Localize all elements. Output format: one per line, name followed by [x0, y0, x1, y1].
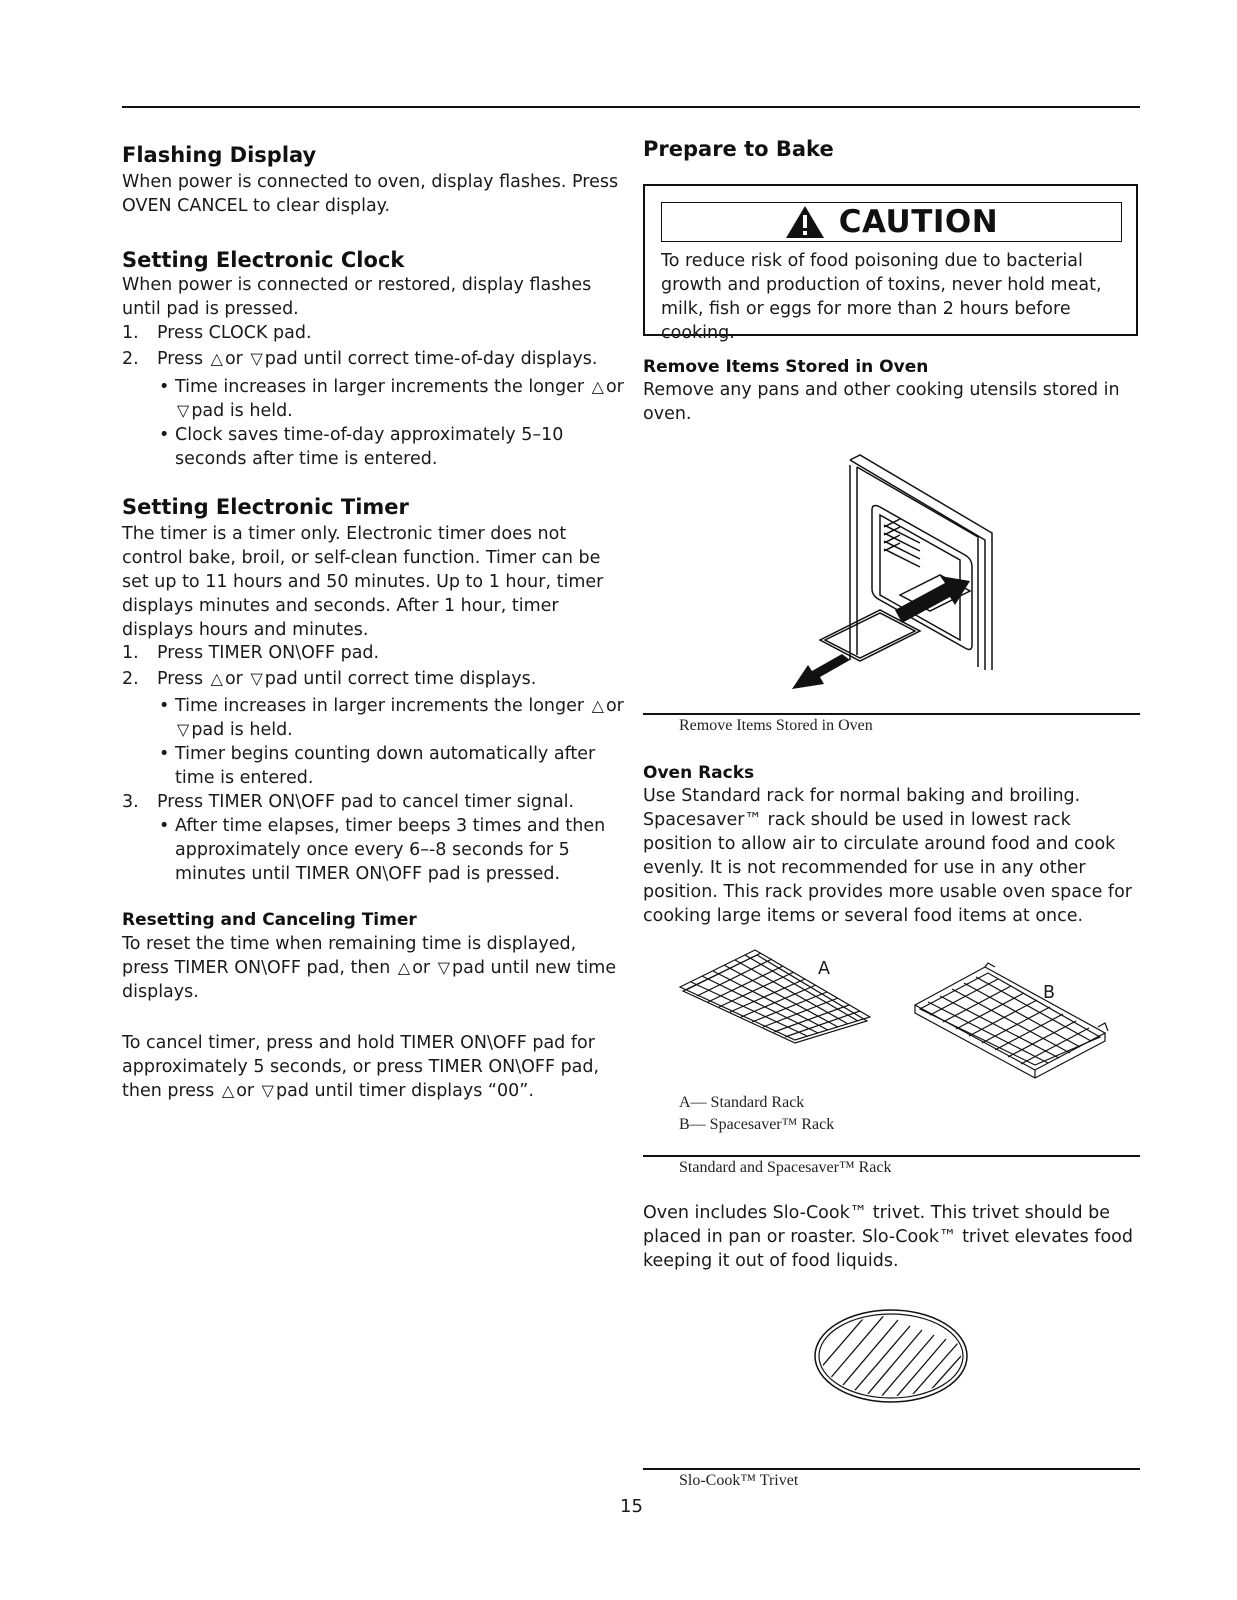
spacesaver-rack-illustration — [910, 965, 1110, 1080]
up-arrow-pad-icon: △ — [591, 377, 604, 396]
remove-body: Remove any pans and other cooking utensils stored in oven. — [643, 380, 1120, 424]
down-arrow-pad-icon: ▽ — [250, 349, 263, 368]
timer-bullet-3: • After time elapses, timer beeps 3 times and then approximately once every 6–-8 seconds for 5 minutes until TIMER ON\OFF pad is pressed. — [159, 816, 606, 884]
caution-header — [661, 202, 1122, 242]
down-arrow-pad-icon: ▽ — [250, 669, 263, 688]
reset-title: Resetting and Canceling Timer — [122, 910, 417, 930]
clock-step-1: 1. Press CLOCK pad. — [122, 323, 312, 343]
slo-cook-trivet-illustration — [812, 1308, 970, 1404]
legend-a: A— Standard Rack — [679, 1094, 805, 1111]
racks-body: Use Standard rack for normal baking and broiling. Spacesaver™ rack should be used in lowest rack position to allow air to circulate around food and cook evenly. It is not recommended for use in any other position. This rack provides more usable oven space for cooking large items or several food items at once. — [643, 786, 1132, 926]
racks-caption-rule — [643, 1155, 1140, 1157]
caution-text: To reduce risk of food poisoning due to bacterial growth and production of toxins, never hold meat, milk, fish or eggs for more than 2 hours before cooking. — [661, 251, 1102, 343]
down-arrow-pad-icon: ▽ — [177, 401, 190, 420]
remove-title: Remove Items Stored in Oven — [643, 357, 929, 377]
trivet-body: Oven includes Slo-Cook™ trivet. This trivet should be placed in pan or roaster. Slo-Cook™ trivet elevates food keeping it out of food liquids. — [643, 1203, 1133, 1271]
clock-title: Setting Electronic Clock — [122, 248, 405, 272]
oven-illustration — [780, 455, 1000, 695]
flashing-title: Flashing Display — [122, 143, 317, 167]
rack-label-b: B — [1043, 983, 1056, 1003]
top-rule — [122, 106, 1140, 108]
up-arrow-pad-icon: △ — [210, 669, 223, 688]
timer-step-2: 2. Press △ or ▽ pad until correct time displays. — [122, 669, 537, 689]
timer-step-1: 1. Press TIMER ON\OFF pad. — [122, 643, 380, 663]
trivet-caption: Slo-Cook™ Trivet — [679, 1472, 799, 1489]
up-arrow-pad-icon: △ — [221, 1081, 235, 1100]
caution-title: CAUTION — [838, 204, 999, 240]
down-arrow-pad-icon: ▽ — [177, 720, 190, 739]
bake-title: Prepare to Bake — [643, 137, 834, 161]
clock-bullet-1: • Time increases in larger increments the longer △ or ▽ pad is held. — [159, 377, 624, 421]
timer-bullet-1: • Time increases in larger increments the longer △ or ▽ pad is held. — [159, 696, 624, 740]
clock-step-2: 2. Press △ or ▽ pad until correct time-of-day displays. — [122, 349, 598, 369]
racks-title: Oven Racks — [643, 763, 755, 783]
timer-intro: The timer is a timer only. Electronic timer does not control bake, broil, or self-clean function. Timer can be set up to 11 hours and 50 minutes. Up to 1 hour, timer displays minutes and seconds. After 1 hour, timer displays hours and minutes. — [122, 524, 604, 640]
racks-caption: Standard and Spacesaver™ Rack — [679, 1159, 892, 1176]
caution-box — [643, 184, 1138, 343]
timer-title: Setting Electronic Timer — [122, 495, 409, 519]
standard-rack-illustration — [675, 945, 875, 1045]
up-arrow-pad-icon: △ — [397, 958, 411, 977]
flashing-body: When power is connected to oven, display flashes. Press OVEN CANCEL to clear display. — [122, 172, 619, 216]
legend-b: B— Spacesaver™ Rack — [679, 1116, 835, 1133]
remove-caption-rule — [643, 713, 1140, 715]
page-number: 15 — [620, 1496, 643, 1517]
rack-label-a: A — [818, 959, 830, 979]
clock-bullet-2: • Clock saves time-of-day approximately 5–10 seconds after time is entered. — [159, 425, 564, 469]
trivet-caption-rule — [643, 1468, 1140, 1470]
warning-triangle-icon — [785, 205, 825, 239]
down-arrow-pad-icon: ▽ — [437, 958, 451, 977]
clock-intro: When power is connected or restored, display flashes until pad is pressed. — [122, 275, 592, 319]
timer-step-3: 3. Press TIMER ON\OFF pad to cancel timer signal. — [122, 792, 575, 812]
timer-bullet-2: • Timer begins counting down automatically after time is entered. — [159, 744, 596, 788]
down-arrow-pad-icon: ▽ — [261, 1081, 274, 1100]
reset-body-1: To reset the time when remaining time is displayed, press TIMER ON\OFF pad, then △ or ▽ pad until new time displays. — [122, 934, 617, 1002]
up-arrow-pad-icon: △ — [591, 696, 604, 715]
reset-body-2: To cancel timer, press and hold TIMER ON\OFF pad for approximately 5 seconds, or press TIMER ON\OFF pad, then press △ or ▽ pad until timer displays “00”. — [122, 1033, 600, 1101]
remove-caption: Remove Items Stored in Oven — [679, 717, 873, 734]
up-arrow-pad-icon: △ — [210, 349, 223, 368]
